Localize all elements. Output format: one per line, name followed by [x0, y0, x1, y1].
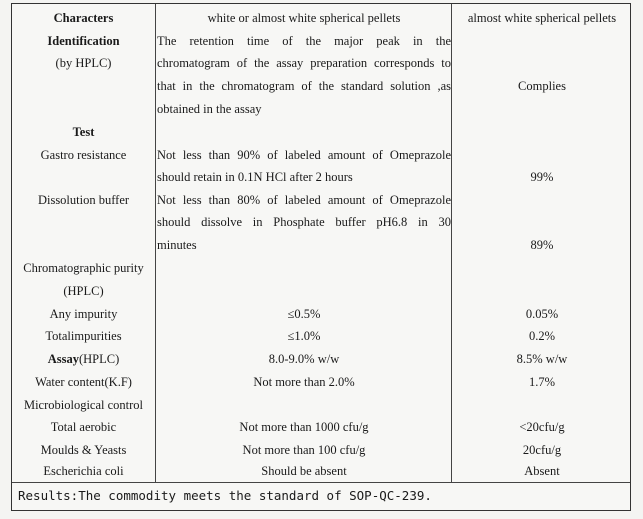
identification-label: Identification — [47, 34, 120, 48]
total-impurities-label: Totalimpurities — [45, 329, 122, 343]
ecoli-label: Escherichia coli — [43, 464, 124, 478]
characters-label: Characters — [53, 11, 114, 25]
characters-result: almost white spherical pellets — [467, 11, 617, 25]
any-impurity-spec: ≤0.5% — [287, 307, 321, 321]
identification-result: Complies — [518, 79, 566, 93]
moulds-label: Moulds & Yeasts — [40, 443, 127, 457]
dissolution-result: 89% — [530, 238, 554, 252]
gastro-spec-line: should retain in 0.1N HCl after 2 hours — [157, 170, 353, 184]
dissolution-spec-line: Not less than 80% of labeled amount of Omeprazole — [157, 193, 451, 207]
water-result: 1.7% — [528, 375, 556, 389]
any-impurity-result: 0.05% — [525, 307, 559, 321]
assay-label-bold: Assay — [47, 352, 79, 366]
water-label: Water content(K.F) — [35, 375, 132, 389]
ecoli-result: Absent — [524, 464, 560, 478]
aerobic-label: Total aerobic — [50, 420, 117, 434]
micro-label: Microbiological control — [23, 398, 144, 412]
identification-spec-line: chromatogram of the assay preparation corresponds to — [157, 56, 451, 70]
column-divider-2 — [451, 4, 452, 482]
characters-spec: white or almost white spherical pellets — [207, 11, 401, 25]
test-header: Test — [72, 125, 95, 139]
gastro-label: Gastro resistance — [40, 148, 127, 162]
identification-spec-line: that in the chromatogram of the standard solution ,as — [157, 79, 451, 93]
water-spec: Not more than 2.0% — [253, 375, 355, 389]
aerobic-result: <20cfu/g — [519, 420, 565, 434]
gastro-result: 99% — [530, 170, 554, 184]
assay-label — [12, 351, 155, 367]
dissolution-spec-line: should dissolve in Phosphate buffer pH6.8 in 30 — [157, 215, 451, 229]
assay-result: 8.5% w/w — [516, 352, 568, 366]
identification-sublabel: (by HPLC) — [55, 56, 112, 70]
column-divider-1 — [155, 4, 156, 482]
dissolution-label: Dissolution buffer — [37, 193, 130, 207]
results-statement: Results:The commodity meets the standard of SOP-QC-239. — [18, 488, 432, 503]
assay-spec: 8.0-9.0% w/w — [268, 352, 340, 366]
chromatographic-sublabel: (HPLC) — [63, 284, 104, 298]
total-impurities-spec: ≤1.0% — [287, 329, 321, 343]
aerobic-spec: Not more than 1000 cfu/g — [239, 420, 369, 434]
certificate-table — [11, 3, 631, 511]
gastro-spec-line: Not less than 90% of labeled amount of Omeprazole — [157, 148, 451, 162]
moulds-spec: Not more than 100 cfu/g — [242, 443, 366, 457]
total-impurities-result: 0.2% — [528, 329, 556, 343]
chromatographic-label: Chromatographic purity — [23, 261, 144, 275]
assay-label-method: (HPLC) — [78, 352, 120, 366]
identification-spec-line: obtained in the assay — [157, 102, 262, 116]
dissolution-spec-line: minutes — [157, 238, 197, 252]
moulds-result: 20cfu/g — [522, 443, 562, 457]
identification-spec-line: The retention time of the major peak in the — [157, 34, 451, 48]
any-impurity-label: Any impurity — [49, 307, 118, 321]
ecoli-spec: Should be absent — [261, 464, 347, 478]
results-divider — [12, 482, 630, 483]
